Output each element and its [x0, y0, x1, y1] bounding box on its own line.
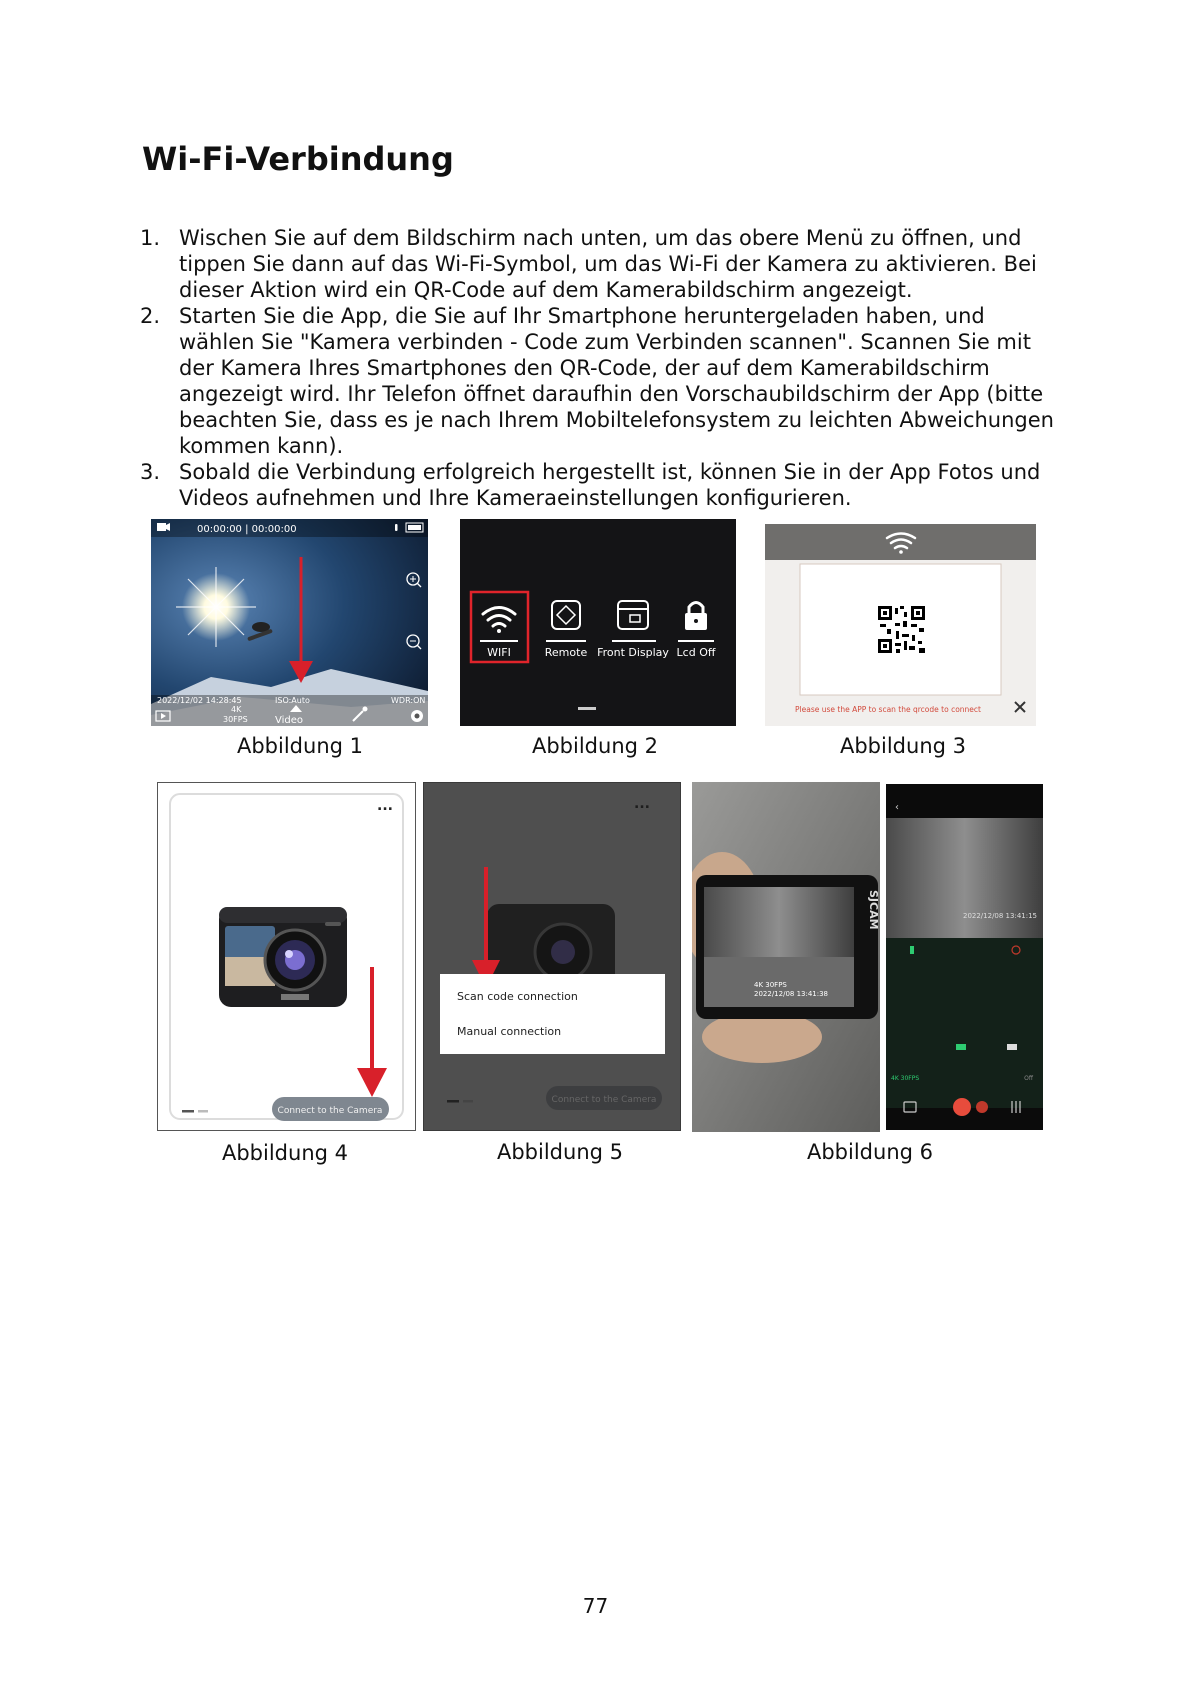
step-number: 1.: [140, 226, 161, 250]
figure-6-caption: Abbildung 6: [806, 1140, 933, 1164]
qr-code: [878, 606, 925, 653]
manual-connection-option[interactable]: Manual connection: [457, 1025, 562, 1038]
iso-label: ISO:Auto: [275, 696, 310, 705]
quick-menu-screen: [460, 519, 736, 726]
fps-label: 30FPS: [223, 715, 248, 724]
camera-resolution-label: 4K 30FPS: [754, 981, 787, 989]
date-time: 2022/12/02 14:28:45: [157, 696, 242, 705]
step-text: Wischen Sie auf dem Bildschirm nach unten, um das obere Menü zu öffnen, und tippen Sie dann auf das Wi-Fi-Symbol, um das Wi-Fi der Kamera zu aktivieren. Bei dieser Aktion wird ein QR-Code auf dem Kamerabildschirm angezeigt.: [179, 226, 1037, 302]
menu-item-wifi[interactable]: WIFI: [487, 646, 511, 659]
record-button[interactable]: [953, 1098, 971, 1116]
connection-options-screen: [423, 782, 681, 1131]
record-timer: 00:00:00 | 00:00:00: [197, 524, 297, 535]
list-item: [140, 225, 1060, 303]
mode-label[interactable]: Video: [275, 715, 304, 726]
figure-5-caption: Abbildung 5: [496, 1140, 623, 1164]
wdr-label: WDR:ON: [391, 696, 426, 705]
figure-3-qr-screen: [765, 524, 1036, 726]
more-menu-icon[interactable]: ...: [634, 796, 650, 812]
step-number: 2.: [140, 304, 161, 328]
connect-camera-button-label[interactable]: Connect to the Camera: [551, 1095, 657, 1105]
page-indicator: [447, 1100, 459, 1103]
swipe-handle[interactable]: [578, 707, 596, 710]
step-number: 3.: [140, 460, 161, 484]
video-mode-icon: [157, 523, 166, 531]
settings-gear-icon[interactable]: [411, 710, 423, 722]
phone-date-label: 2022/12/08 13:41:15: [962, 912, 1037, 920]
action-camera-image: [219, 907, 347, 1007]
instruction-list: [140, 225, 1060, 511]
menu-item-lcd-off[interactable]: Lcd Off: [676, 646, 716, 659]
step-text: Starten Sie die App, die Sie auf Ihr Smartphone heruntergeladen haben, und wählen Sie "Kamera verbinden - Code zum Verbinden scannen". Scannen Sie mit der Kamera Ihres Smartphones den QR-Code, der auf dem Kamerabildschirm angezeigt wird. Ihr Telefon öffnet daraufhin den Vorschaubildschirm der App (bitte beachten Sie, dass es je nach Ihrem Mobiltelefonsystem zu leichten Abweichungen kommen kann).: [179, 304, 1054, 458]
figure-2-caption: Abbildung 2: [531, 734, 658, 758]
menu-item-remote[interactable]: Remote: [544, 646, 588, 659]
qr-hint: Please use the APP to scan the qrcode to connect: [795, 705, 981, 714]
page-number: 77: [582, 1594, 609, 1618]
menu-item-front-display[interactable]: Front Display: [597, 646, 669, 659]
phone-wdr-label: Off: [1024, 1075, 1033, 1082]
remote-icon[interactable]: [552, 601, 580, 629]
page-indicator: [182, 1110, 194, 1113]
camera-screen: [151, 519, 428, 726]
close-icon[interactable]: [1015, 702, 1025, 712]
figure-3-caption: Abbildung 3: [839, 734, 966, 758]
figure-2-quick-menu: [460, 519, 736, 726]
more-menu-icon[interactable]: ...: [377, 798, 393, 814]
resolution-label: 4K: [231, 705, 242, 714]
scan-code-connection-option[interactable]: Scan code connection: [457, 990, 578, 1003]
lock-icon[interactable]: [685, 603, 707, 631]
brand-logo: SJCAM: [867, 890, 880, 930]
figure-6-connected-preview: [692, 782, 1044, 1132]
qr-screen: [765, 524, 1036, 726]
back-icon[interactable]: ‹: [895, 802, 899, 813]
figure-4-app-home: [157, 782, 416, 1131]
page-title: Wi-Fi-Verbindung: [142, 140, 454, 178]
figure-5-connection-options: [423, 782, 681, 1131]
front-display-icon[interactable]: [618, 601, 648, 629]
figure-1-caption: Abbildung 1: [236, 734, 363, 758]
figure-1-camera-view: [151, 519, 428, 726]
phone-live-view: [886, 818, 1043, 938]
camera-date-label: 2022/12/08 13:41:38: [754, 990, 829, 998]
battery-icon: [910, 946, 914, 954]
connection-popup: [440, 974, 665, 1054]
app-home-screen: [157, 782, 416, 1131]
capture-icon[interactable]: [976, 1101, 988, 1113]
connected-preview-photos: [692, 782, 1044, 1132]
phone-resolution-label: 4K 30FPS: [891, 1075, 920, 1082]
wifi-icon[interactable]: [483, 608, 515, 634]
photo-mode-icon[interactable]: [956, 1044, 966, 1050]
video-mode-icon[interactable]: [1007, 1044, 1017, 1050]
figure-4-caption: Abbildung 4: [221, 1141, 348, 1165]
mic-icon: [395, 524, 398, 531]
step-text: Sobald die Verbindung erfolgreich hergestellt ist, können Sie in der App Fotos und Videos aufnehmen und Ihre Kameraeinstellungen konfigurieren.: [179, 460, 1041, 510]
list-item: [140, 459, 1060, 511]
list-item: [140, 303, 1060, 459]
connect-camera-button-label[interactable]: Connect to the Camera: [277, 1106, 383, 1116]
